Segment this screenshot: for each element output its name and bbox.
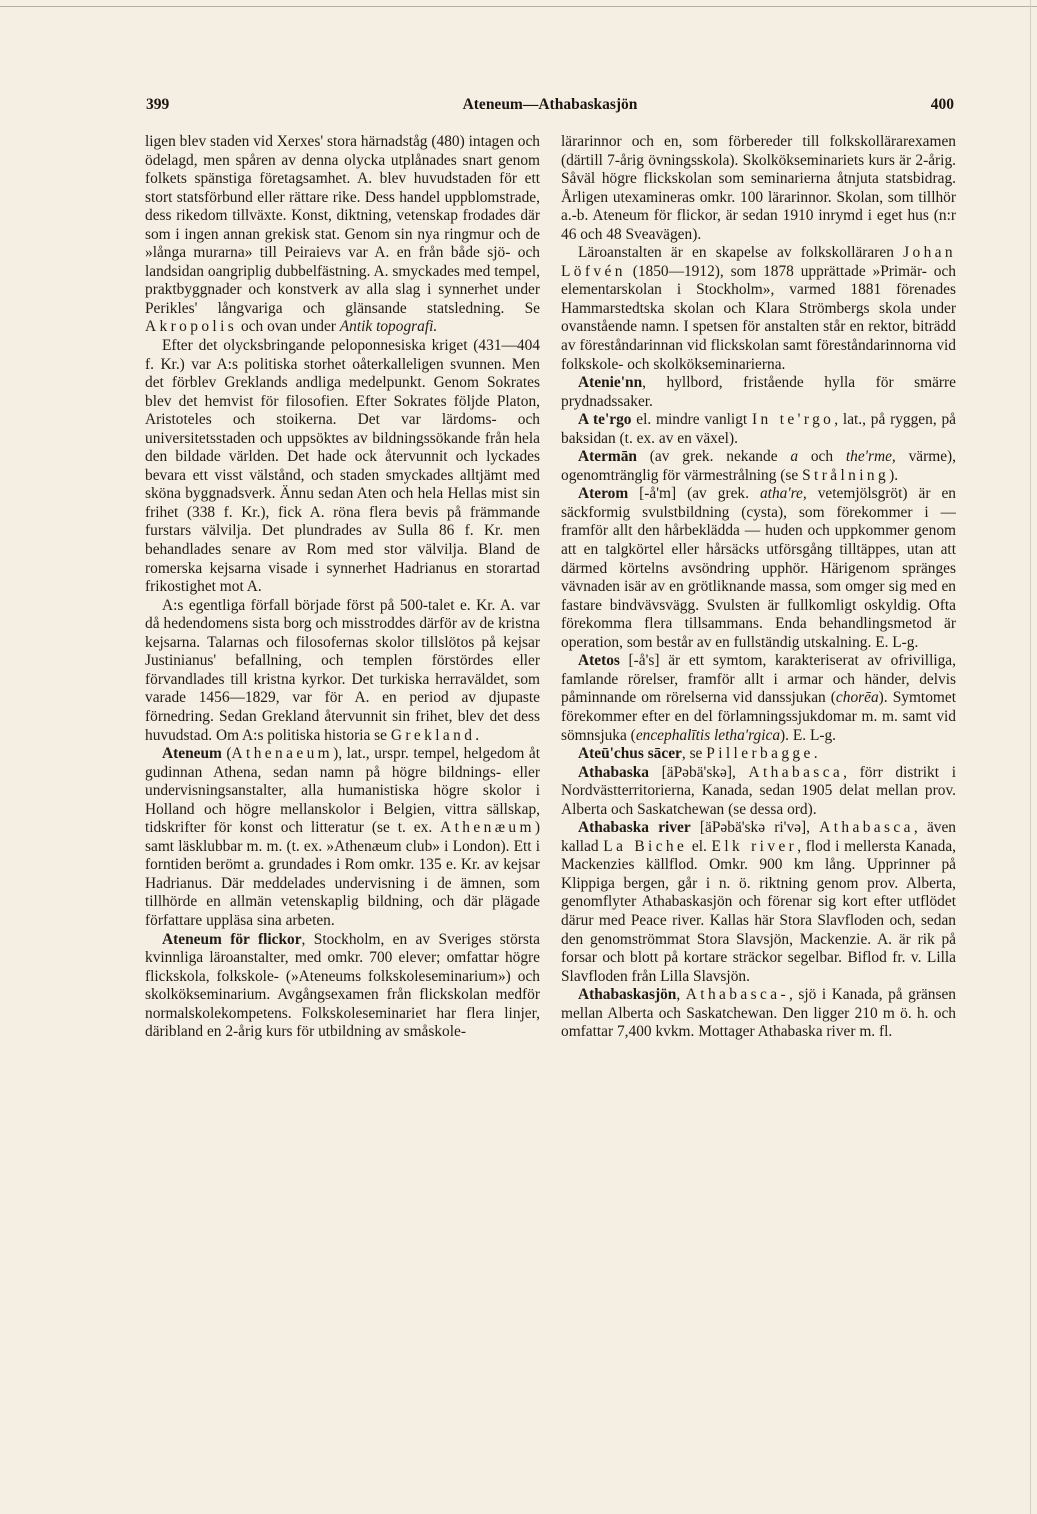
entry-text: [-å'm] (av grek. [628, 485, 760, 503]
spaced-term: Athabasca [748, 763, 844, 781]
spaced-term: In te'rgo [751, 411, 835, 429]
spaced-term: Athabasca- [685, 986, 789, 1004]
entry-text: ). Symtomet förekommer efter en del förlamningssjukdomar m. m. samt vid sömnsjuka ( [561, 689, 956, 744]
paragraph-peloponnesian: Efter det olycksbringande peloponnesiska kriget (431—404 f. Kr.) var A:s politiska storhet oåterkalleligen svunnen. Men det förblev Greklands andliga medelpunkt. Genom Sokrates blev det hemvist för filosofien. Efter Sokrates följde Platon, Aristoteles och stoikerna. Det var lärdoms- och universitetsstaden och uppsöktes av bildningssökande från hela den bildade världen. Det hade ock återvunnit och lyckades bevara ett visst välstånd, och staden smyckades alltjämt med sköna byggnadsverk. Ännu sedan Aten och hela Hellas mist sin frihet (338 f. Kr.), fick A. röna flera bevis på främmande furstars välvilja. Det plundrades av Sulla 86 f. Kr. men behandlades senare av Rom med stor välvilja. Bland de romerska kejsarna visade i synnerhet Hadrianus en storartad frikostighet mot A. [145, 337, 540, 596]
entry-text: , lat., på ryggen, på baksidan (t. ex. av en växel). [561, 411, 956, 447]
entry-headword: Ateū'chus sācer [578, 745, 682, 763]
page-number-right: 400 [930, 96, 954, 113]
left-column [145, 133, 540, 1373]
page-right-edge [1030, 0, 1031, 1514]
right-column [561, 133, 956, 1373]
entry-text: , flod i mellersta Kanada, Mackenzies källflod. Omkr. 900 km lång. Upprinner på Klippiga bergen, går i n. ö. riktning genom prov. Alberta, genomflyter Athabaskasjön och förenar sig kort efter utflödet därur med Peace river. Kallas här Stora Slavfloden och, sedan den genomströmmat Stora Slavsjön, Mackenzie. A. är rik på forsar och blott på kortare sträckor segelbar. Biflod fr. v. Lilla Slavfloden från Lilla Slavsjön. [561, 837, 956, 985]
entry-headword: Atenie'nn [578, 374, 643, 392]
entry-athabaska-river [561, 819, 956, 986]
paragraph-laroanstalten [561, 244, 956, 374]
entry-text: ). [780, 726, 789, 744]
running-header [146, 96, 954, 120]
italic-term: encephalītis letha'rgica [635, 726, 781, 744]
entry-headword: Ateneum för flickor [162, 930, 302, 948]
paragraph-text: ligen blev staden vid Xerxes' stora härnadståg (480) intagen och ödelagd, men spåren av denna olycka utplånades snart genom folkets spänstiga företagsamhet. A. blev huvudstaden för ett stort statsförbund eller rättare rike. Dess handel uppblomstrade, dess rikedom tillväxte. Konst, diktning, vetenskap frodades där som i ingen annan grekisk stat. Genom sin nya ringmur och de »långa murarna» till Peiraievs var A. en från både sjö- och landsidan oangriplig dubbelfästning. A. smyckades med tempel, praktbyggnader och konstverk av alla slag i synnerhet under Perikles' långvariga och glänsande statsledning. Se [145, 133, 540, 317]
entry-text: ), lat., urspr. tempel, helgedom åt gudinnan Athena, sedan namn på högre bildnings- eller undervisningsanstalter, alla humanistiska högre skolor i Holland och högre mellanskolor i Belgien, vittra sällskap, tidskrifter för konst och litteratur (se t. ex. [145, 745, 540, 837]
entry-text: [äPəbä'skə], [649, 763, 749, 781]
paragraph-text: (1850—1912), som 1878 upprättade »Primär- och elementarskolan i Stockholm», varmed 1881 förenades Hammarstedtska skolan och Klara Strömbergs skola under ovanstående namn. I spetsen för anstalten står en rektor, biträdd av föreståndarinnan vid flickskolan samt föreståndarinnorna vid folkskole- och skolkökseminarierna. [561, 262, 956, 373]
page-top-edge [0, 6, 1037, 7]
paragraph-text: och ovan under [237, 318, 340, 336]
entry-a-tergo [561, 411, 956, 448]
entry-athabaska [561, 764, 956, 820]
entry-headword: Atermān [578, 448, 637, 466]
italic-term: atha're, [759, 485, 807, 503]
entry-ateneum [145, 745, 540, 930]
spaced-term: Athenaeum [231, 745, 334, 763]
cross-reference: Athenæum [440, 819, 535, 837]
entry-text: (av grek. nekande [636, 448, 791, 466]
author-signature: E. L-g. [875, 633, 919, 651]
entry-text: ( [221, 745, 232, 763]
entry-headword: Ateneum [162, 745, 222, 763]
entry-text: ). [889, 466, 899, 484]
page-number-left: 399 [146, 96, 170, 113]
spaced-term: La Biche [603, 837, 688, 855]
entry-text: el. mindre vanligt [631, 411, 752, 429]
entry-text: el. [687, 837, 712, 855]
entry-text: [-å's] är ett symtom, karakteriserat av ofrivilliga, famlande rörelser, framför allt i armar och händer, delvis påminnande om rörelserna vid danssjukan ( [561, 652, 956, 707]
entry-headword: A te'rgo [578, 411, 632, 429]
entry-text: , även kallad [561, 819, 956, 855]
author-signature: E. L-g. [792, 726, 837, 744]
entry-headword: Athabaska [578, 763, 649, 781]
entry-text: och [798, 448, 846, 466]
entry-text: , förr distrikt i Nordvästterritorierna, Kanada, sedan 1905 delat mellan prov. Alberta och Saskatchewan (se dessa ord). [561, 763, 956, 818]
cross-reference: Pillerbagge. [706, 745, 821, 763]
cross-reference: Strålning [802, 466, 890, 484]
cross-reference: Akropolis [145, 318, 238, 336]
entry-text: , Stockholm, en av Sveriges största kvinnliga läroanstalter, med omkr. 700 elever; omfattar högre flickskola, folkskole- (»Ateneums folkskoleseminarium») och skolkökseminarium. Avgångsexamen från flickskolan medför normalskolekompetens. Folkskoleseminariet har flera linjer, däribland en 2-årig kurs för utbildning av småskole- [145, 930, 540, 1041]
cross-reference: Antik topografi. [339, 318, 438, 336]
paragraph-continuation: lärarinnor och en, som förbereder till folkskollärarexamen (därtill 7-årig övningsskola). Skolkökseminariets kurs är 2-årig. Såväl högre flickskolan som seminarierna åtnjuta statsbidrag. Årligen utexamineras omkr. 100 lärarinnor. Skolan, som tillhör a.-b. Ateneum för flickor, är sedan 1910 inrymd i eget hus (n:r 46 och 48 Sveavägen). [561, 133, 956, 243]
entry-headword: Atetos [578, 652, 620, 670]
entry-text: ) samt läsklubbar m. m. (t. ex. »Athenæum club» i London). Ett i forntiden berömt a. grundades i Rom omkr. 135 e. Kr. av kejsar Hadrianus. Där meddelades undervisning i de ämnen, som tillhörde en allmän vetenskaplig bildning, och där plägade författare uppläsa sina arbeten. [145, 819, 540, 929]
running-title: Ateneum—Athabaskasjön [462, 96, 638, 113]
entry-text: vetemjölsgröt) är en säckformig svulstbildning (cysta), som förekommer i — framför allt den hårbeklädda — huden och uppkommer genom att en talgkörtel eller hårsäcks utförsgång tilltäppes, utan att därmed körtelns avsöndring upphör. Härigenom spränges vävnaden isär av en grötliknande massa, som omger sig med en fastare bindvävsvägg. Svulsten är fullkomligt oskyldig. Ofta förekomma flera tillsammans. Enda behandlingsmetod är operation, som består av en fullständig utskalning. [561, 485, 956, 651]
italic-term: a [790, 448, 799, 466]
paragraph-decline [145, 597, 540, 745]
entry-atenienn [561, 374, 956, 411]
spaced-name: Johan Löfvén [561, 244, 956, 280]
entry-headword: Athabaskasjön [578, 986, 677, 1004]
spaced-term: Elk river [711, 837, 798, 855]
entry-headword: Athabaska river [578, 819, 691, 837]
entry-text: [äPəbä'skə ri'və], [690, 819, 820, 837]
entry-text: , [676, 986, 686, 1004]
entry-aterman [561, 448, 956, 485]
cross-reference: Grekland. [390, 726, 483, 744]
entry-aterom [561, 485, 956, 652]
entry-athabaskasjon [561, 986, 956, 1042]
entry-ateuchus [561, 745, 956, 764]
entry-text: värme), ogenomtränglig för värmestrålning (se [561, 448, 956, 484]
entry-ateneum-for-flickor [145, 931, 540, 1042]
italic-term: the'rme, [845, 448, 896, 466]
italic-term: chorēa [835, 689, 879, 707]
entry-text: , sjö i Kanada, på gränsen mellan Alberta och Saskatchewan. Den ligger 210 m ö. h. och omfattar 7,400 kvkm. Mottager Athabaska river m. fl. [561, 986, 956, 1041]
paragraph-aten-history [145, 133, 540, 337]
paragraph-text: A:s egentliga förfall började först på 500-talet e. Kr. A. var då hedendomens sista borg och misstroddes därför av de kristna kejsarna. Talarnas och filosofernas skolor tillslötos på kejsar Justinianus' befallning, och templen förstördes eller förvandlades till kristna kyrkor. Det turkiska herraväldet, som varade 1456—1829, var för A. en period av djupaste förnedring. Sedan Grekland återvunnit sin frihet, blev det dess huvudstad. Om A:s politiska historia se [145, 596, 540, 744]
entry-headword: Aterom [578, 485, 629, 503]
paragraph-text: Läroanstalten är en skapelse av folkskolläraren [578, 244, 904, 262]
spaced-term: Athabasca [819, 819, 914, 837]
entry-atetos [561, 652, 956, 745]
entry-text: , se [681, 745, 707, 763]
entry-text: , hyllbord, fristående hylla för smärre prydnadssaker. [561, 374, 956, 410]
